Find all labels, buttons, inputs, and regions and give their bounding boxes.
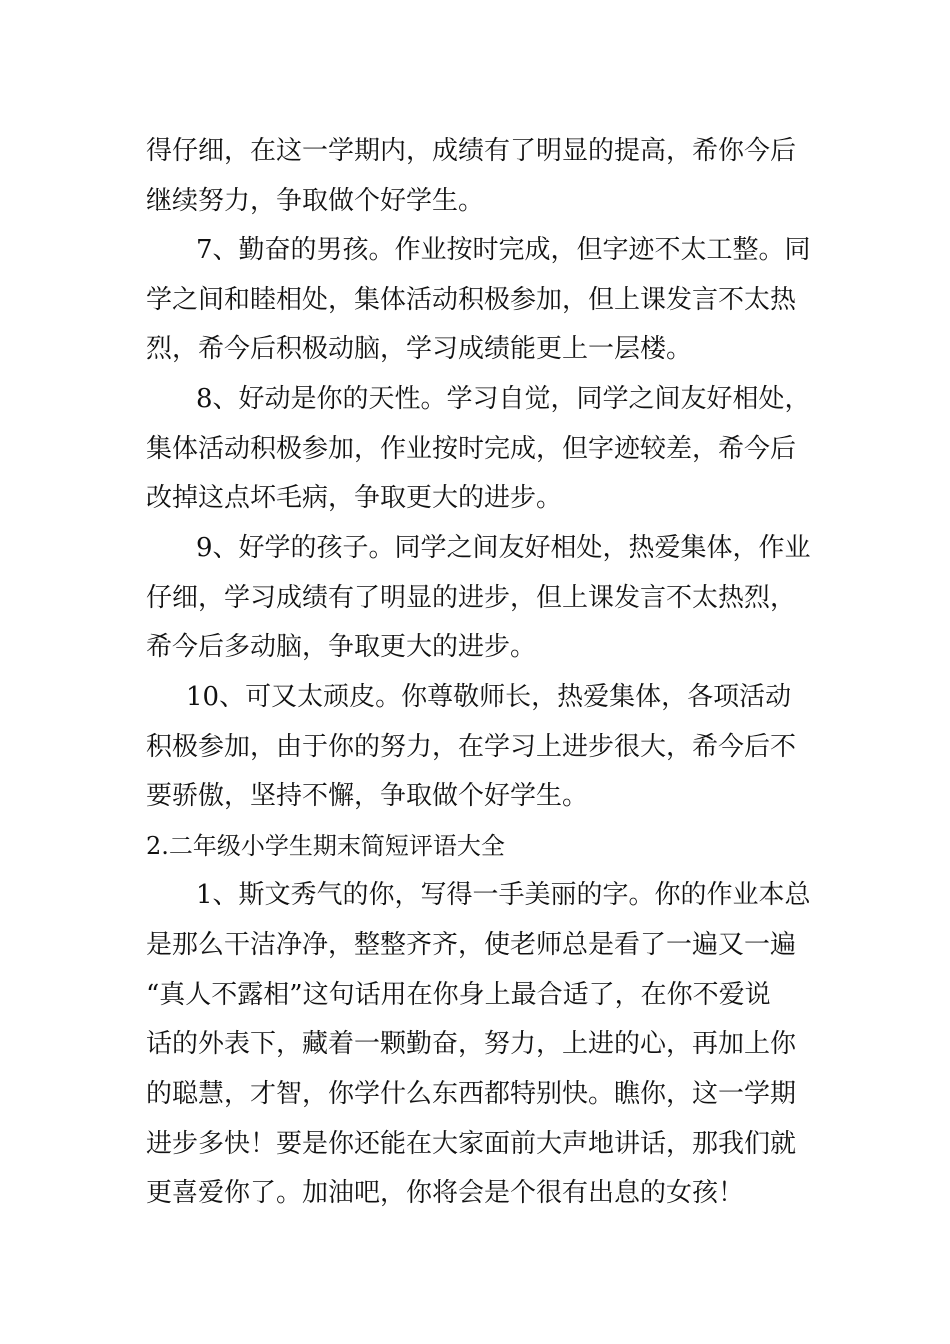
text-line: 要骄傲，坚持不懈，争取做个好学生。 bbox=[146, 781, 589, 811]
text-line: 希今后多动脑，争取更大的进步。 bbox=[146, 632, 537, 662]
text-line: 更喜爱你了。加油吧，你将会是个很有出息的女孩！ bbox=[146, 1178, 745, 1208]
text-line: 烈，希今后积极动脑，学习成绩能更上一层楼。 bbox=[146, 334, 693, 364]
comment-9-start: 9、好学的孩子。同学之间友好相处，热爱集体，作业 bbox=[196, 533, 811, 563]
comment-1-start: 1、斯文秀气的你，写得一手美丽的字。你的作业本总 bbox=[196, 880, 811, 910]
text-line: 进步多快！要是你还能在大家面前大声地讲话，那我们就 bbox=[146, 1129, 797, 1159]
text-line: 的聪慧，才智，你学什么东西都特别快。瞧你，这一学期 bbox=[146, 1079, 797, 1109]
text-line: 是那么干洁净净，整整齐齐，使老师总是看了一遍又一遍 bbox=[146, 930, 797, 960]
comment-7-start: 7、勤奋的男孩。作业按时完成，但字迹不太工整。同 bbox=[196, 235, 811, 265]
text-line: 改掉这点坏毛病，争取更大的进步。 bbox=[146, 483, 563, 513]
comment-10-start: 10、可又太顽皮。你尊敬师长，热爱集体，各项活动 bbox=[186, 682, 792, 712]
text-line: 学之间和睦相处，集体活动积极参加，但上课发言不太热 bbox=[146, 285, 797, 315]
section-heading: 2.二年级小学生期末简短评语大全 bbox=[146, 832, 505, 860]
text-line: 仔细，学习成绩有了明显的进步，但上课发言不太热烈， bbox=[146, 583, 797, 613]
text-line: 集体活动积极参加，作业按时完成，但字迹较差，希今后 bbox=[146, 434, 797, 464]
text-line: 继续努力，争取做个好学生。 bbox=[146, 186, 485, 216]
text-line: 得仔细，在这一学期内，成绩有了明显的提高，希你今后 bbox=[146, 136, 797, 166]
text-line: 话的外表下，藏着一颗勤奋，努力，上进的心，再加上你 bbox=[146, 1029, 797, 1059]
comment-8-start: 8、好动是你的天性。学习自觉，同学之间友好相处， bbox=[196, 384, 811, 414]
text-line: “真人不露相”这句话用在你身上最合适了，在你不爱说 bbox=[146, 980, 771, 1010]
text-line: 积极参加，由于你的努力，在学习上进步很大，希今后不 bbox=[146, 732, 797, 762]
